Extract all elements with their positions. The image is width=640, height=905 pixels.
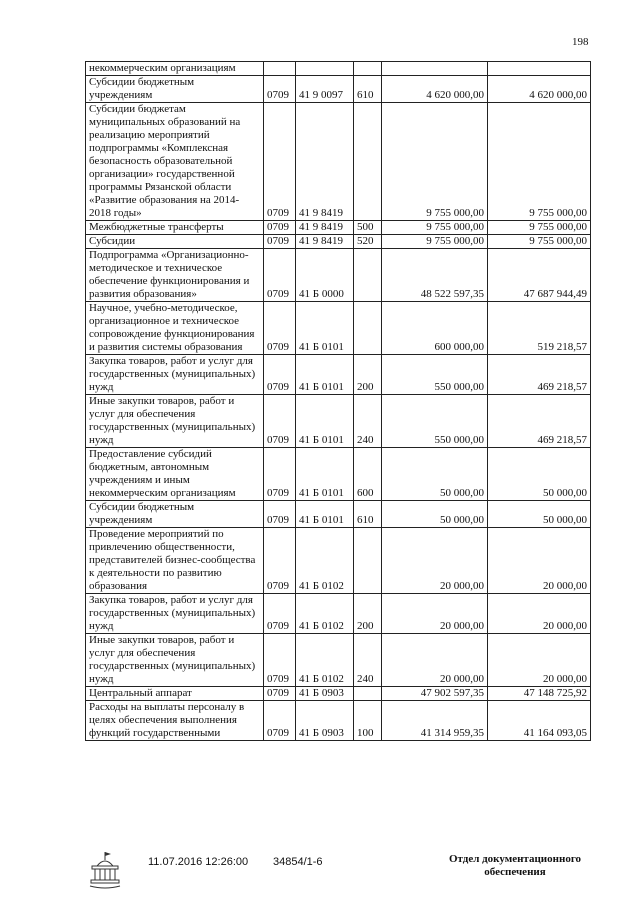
row-section-code: 0709 bbox=[264, 76, 296, 103]
row-target-code: 41 Б 0102 bbox=[296, 594, 354, 634]
row-section-code: 0709 bbox=[264, 103, 296, 221]
row-expense-kind: 610 bbox=[354, 76, 382, 103]
row-name: Предоставление субсидий бюджетным, автономным учреждениям и иным некоммерческим организациям bbox=[86, 448, 264, 501]
row-expense-kind bbox=[354, 528, 382, 594]
budget-table-body bbox=[86, 62, 591, 741]
footer-datetime: 11.07.2016 12:26:00 bbox=[148, 856, 249, 868]
footer-dept-line2: обеспечения bbox=[484, 866, 546, 878]
footer-department bbox=[430, 853, 600, 879]
row-amount-planned: 20 000,00 bbox=[382, 594, 488, 634]
table-row bbox=[86, 76, 591, 103]
row-amount-executed: 47 687 944,49 bbox=[488, 249, 591, 302]
budget-table bbox=[85, 61, 591, 741]
row-amount-executed: 9 755 000,00 bbox=[488, 103, 591, 221]
row-section-code: 0709 bbox=[264, 528, 296, 594]
row-amount-executed: 20 000,00 bbox=[488, 528, 591, 594]
row-section-code: 0709 bbox=[264, 687, 296, 701]
row-section-code: 0709 bbox=[264, 594, 296, 634]
row-target-code: 41 Б 0101 bbox=[296, 302, 354, 355]
row-amount-planned: 550 000,00 bbox=[382, 395, 488, 448]
row-section-code: 0709 bbox=[264, 355, 296, 395]
row-target-code: 41 9 0097 bbox=[296, 76, 354, 103]
row-name: Иные закупки товаров, работ и услуг для обеспечения государственных (муниципальных) нужд bbox=[86, 395, 264, 448]
row-target-code: 41 9 8419 bbox=[296, 103, 354, 221]
table-row bbox=[86, 221, 591, 235]
row-target-code: 41 Б 0101 bbox=[296, 448, 354, 501]
row-amount-executed bbox=[488, 62, 591, 76]
row-amount-planned: 20 000,00 bbox=[382, 634, 488, 687]
row-amount-executed: 20 000,00 bbox=[488, 594, 591, 634]
row-section-code: 0709 bbox=[264, 249, 296, 302]
row-amount-executed: 20 000,00 bbox=[488, 634, 591, 687]
row-section-code: 0709 bbox=[264, 221, 296, 235]
row-expense-kind bbox=[354, 62, 382, 76]
row-amount-planned: 41 314 959,35 bbox=[382, 701, 488, 741]
table-row bbox=[86, 62, 591, 76]
table-row bbox=[86, 634, 591, 687]
row-amount-executed: 50 000,00 bbox=[488, 448, 591, 501]
row-expense-kind: 200 bbox=[354, 594, 382, 634]
row-section-code: 0709 bbox=[264, 501, 296, 528]
table-row bbox=[86, 448, 591, 501]
row-target-code: 41 9 8419 bbox=[296, 235, 354, 249]
row-expense-kind bbox=[354, 302, 382, 355]
row-target-code: 41 Б 0101 bbox=[296, 355, 354, 395]
row-expense-kind: 500 bbox=[354, 221, 382, 235]
table-row bbox=[86, 528, 591, 594]
row-name: Закупка товаров, работ и услуг для государственных (муниципальных) нужд bbox=[86, 355, 264, 395]
table-row bbox=[86, 302, 591, 355]
row-target-code bbox=[296, 62, 354, 76]
row-target-code: 41 Б 0903 bbox=[296, 701, 354, 741]
table-row bbox=[86, 249, 591, 302]
row-amount-executed: 469 218,57 bbox=[488, 395, 591, 448]
row-name: Расходы на выплаты персоналу в целях обеспечения выполнения функций государственными bbox=[86, 701, 264, 741]
row-amount-executed: 41 164 093,05 bbox=[488, 701, 591, 741]
row-name: Иные закупки товаров, работ и услуг для обеспечения государственных (муниципальных) нужд bbox=[86, 634, 264, 687]
row-name: Научное, учебно-методическое, организационное и техническое сопровождение функционирования и развития системы образования bbox=[86, 302, 264, 355]
table-row bbox=[86, 235, 591, 249]
row-expense-kind: 610 bbox=[354, 501, 382, 528]
row-amount-planned: 9 755 000,00 bbox=[382, 221, 488, 235]
table-row bbox=[86, 687, 591, 701]
row-amount-planned: 4 620 000,00 bbox=[382, 76, 488, 103]
row-name: Субсидии bbox=[86, 235, 264, 249]
row-amount-planned: 600 000,00 bbox=[382, 302, 488, 355]
row-amount-planned bbox=[382, 62, 488, 76]
footer-dept-line1: Отдел документационного bbox=[448, 853, 582, 865]
row-expense-kind bbox=[354, 687, 382, 701]
row-target-code: 41 9 8419 bbox=[296, 221, 354, 235]
row-target-code: 41 Б 0000 bbox=[296, 249, 354, 302]
row-name: Межбюджетные трансферты bbox=[86, 221, 264, 235]
row-expense-kind bbox=[354, 103, 382, 221]
table-row bbox=[86, 701, 591, 741]
row-amount-planned: 9 755 000,00 bbox=[382, 235, 488, 249]
row-amount-executed: 47 148 725,92 bbox=[488, 687, 591, 701]
table-row bbox=[86, 395, 591, 448]
row-section-code bbox=[264, 62, 296, 76]
row-target-code: 41 Б 0102 bbox=[296, 528, 354, 594]
row-section-code: 0709 bbox=[264, 448, 296, 501]
row-expense-kind: 520 bbox=[354, 235, 382, 249]
row-name: Закупка товаров, работ и услуг для государственных (муниципальных) нужд bbox=[86, 594, 264, 634]
row-amount-planned: 48 522 597,35 bbox=[382, 249, 488, 302]
row-amount-planned: 50 000,00 bbox=[382, 501, 488, 528]
row-amount-executed: 469 218,57 bbox=[488, 355, 591, 395]
row-target-code: 41 Б 0102 bbox=[296, 634, 354, 687]
row-section-code: 0709 bbox=[264, 235, 296, 249]
row-amount-planned: 50 000,00 bbox=[382, 448, 488, 501]
row-expense-kind: 600 bbox=[354, 448, 382, 501]
row-expense-kind: 240 bbox=[354, 395, 382, 448]
row-name: Подпрограмма «Организационно-методическое и техническое обеспечение функционирования и развития образования» bbox=[86, 249, 264, 302]
row-amount-planned: 9 755 000,00 bbox=[382, 103, 488, 221]
row-amount-executed: 9 755 000,00 bbox=[488, 221, 591, 235]
table-row bbox=[86, 355, 591, 395]
row-expense-kind: 200 bbox=[354, 355, 382, 395]
row-section-code: 0709 bbox=[264, 302, 296, 355]
duma-building-icon bbox=[88, 850, 122, 890]
row-amount-planned: 47 902 597,35 bbox=[382, 687, 488, 701]
table-row bbox=[86, 103, 591, 221]
row-name: Субсидии бюджетам муниципальных образований на реализацию мероприятий подпрограммы «Комплексная безопасность образовательной организации» государственной программы Рязанской области «Развитие образования на 2014-2018 годы» bbox=[86, 103, 264, 221]
row-amount-planned: 20 000,00 bbox=[382, 528, 488, 594]
row-expense-kind bbox=[354, 249, 382, 302]
row-name: некоммерческим организациям bbox=[86, 62, 264, 76]
row-section-code: 0709 bbox=[264, 701, 296, 741]
row-amount-executed: 4 620 000,00 bbox=[488, 76, 591, 103]
row-expense-kind: 100 bbox=[354, 701, 382, 741]
row-target-code: 41 Б 0101 bbox=[296, 395, 354, 448]
row-expense-kind: 240 bbox=[354, 634, 382, 687]
row-target-code: 41 Б 0903 bbox=[296, 687, 354, 701]
footer-doc-number: 34854/1-6 bbox=[273, 856, 323, 868]
row-amount-planned: 550 000,00 bbox=[382, 355, 488, 395]
footer bbox=[0, 848, 640, 898]
row-section-code: 0709 bbox=[264, 395, 296, 448]
row-name: Субсидии бюджетным учреждениям bbox=[86, 501, 264, 528]
row-name: Проведение мероприятий по привлечению общественности, представителей бизнес-сообщества к деятельности по развитию образования bbox=[86, 528, 264, 594]
table-row bbox=[86, 594, 591, 634]
table-row bbox=[86, 501, 591, 528]
row-amount-executed: 519 218,57 bbox=[488, 302, 591, 355]
row-name: Центральный аппарат bbox=[86, 687, 264, 701]
row-amount-executed: 9 755 000,00 bbox=[488, 235, 591, 249]
row-amount-executed: 50 000,00 bbox=[488, 501, 591, 528]
row-section-code: 0709 bbox=[264, 634, 296, 687]
row-name: Субсидии бюджетным учреждениям bbox=[86, 76, 264, 103]
row-target-code: 41 Б 0101 bbox=[296, 501, 354, 528]
page-number: 198 bbox=[572, 36, 589, 48]
